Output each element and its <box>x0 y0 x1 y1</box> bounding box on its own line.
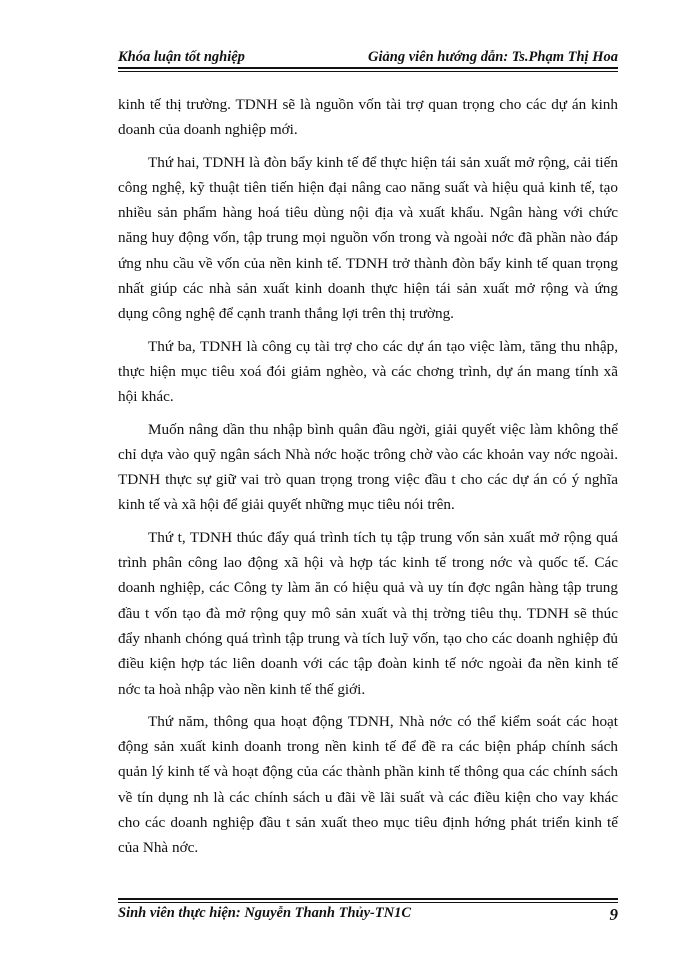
paragraph-2: Thứ hai, TDNH là đòn bẩy kinh tế để thực hiện tái sản xuất mở rộng, cải tiến công nghệ, kỹ thuật tiên tiến hiện đại nâng cao năng suất và hiệu quả kinh tế, tạo nhiều sản phẩm hàng hoá tiêu dùng nội địa và xuất khẩu. Ngân hàng với chức năng huy động vốn, tập trung mọi nguồn vốn trong và ngoài nớc đã phần nào đáp ứng nhu cầu về vốn của nền kinh tế. TDNH trở thành đòn bẩy kinh tế quan trọng nhất giúp các nhà sản xuất kinh doanh thực hiện tái sản xuất mở rộng và ứng dụng công nghệ để cạnh tranh thắng lợi trên thị trường. <box>118 153 618 323</box>
page-footer <box>118 905 618 925</box>
paragraph-5: Thứ t, TDNH thúc đẩy quá trình tích tụ tập trung vốn sản xuất mở rộng quá trình phân công lao động xã hội và hợp tác kinh tế trong nớc và quốc tế. Các doanh nghiệp, các Công ty làm ăn có hiệu quả và uy tín đợc ngân hàng tập trung đầu t vốn tạo đà mở rộng quy mô sản xuất và thị trờng tiêu thụ. TDNH sẽ thúc đẩy nhanh chóng quá trình tập trung và tích luỹ vốn, tạo cho các doanh nghiệp đủ điều kiện hợp tác liên doanh với các tập đoàn kinh tế nớc ngoài đa nền kinh tế nớc ta hoà nhập vào nền kinh tế thế giới. <box>118 528 618 698</box>
header-thesis-title: Khóa luận tốt nghiệp <box>118 49 245 65</box>
footer-student: Sinh viên thực hiện: Nguyễn Thanh Thủy-TN1C <box>118 905 412 921</box>
paragraph-3: Thứ ba, TDNH là công cụ tài trợ cho các dự án tạo việc làm, tăng thu nhập, thực hiện mục tiêu xoá đói giảm nghèo, và các chơng trình, dự án mang tính xã hội khác. <box>118 337 618 406</box>
paragraph-6: Thứ năm, thông qua hoạt động TDNH, Nhà nớc có thể kiểm soát các hoạt động sản xuất kinh doanh trong nền kinh tế để đề ra các biện pháp chính sách quản lý kinh tế và hoạt động của các thành phần kinh tế thông qua các chính sách về tín dụng nh là các chính sách u đãi về lãi suất và các điều kiện cho vay khác cho các doanh nghiệp đầu t sản xuất theo mục tiêu định hớng phát triển kinh tế của Nhà nớc. <box>118 712 618 857</box>
paragraph-4: Muốn nâng dần thu nhập bình quân đầu ngời, giải quyết việc làm không thể chỉ dựa vào quỹ ngân sách Nhà nớc hoặc trông chờ vào các khoản vay nớc ngoài. TDNH thực sự giữ vai trò quan trọng trong việc đầu t cho các dự án có ý nghĩa kinh tế và xã hội để giải quyết những mục tiêu nói trên. <box>118 420 618 514</box>
page-number: 9 <box>609 905 618 924</box>
body-text <box>118 92 618 868</box>
page-header <box>118 38 618 70</box>
header-supervisor: Giảng viên hướng dẫn: Ts.Phạm Thị Hoa <box>368 49 618 65</box>
header-rule <box>118 67 618 72</box>
paragraph-1: kinh tế thị trường. TDNH sẽ là nguồn vốn tài trợ quan trọng cho các dự án kinh doanh của doanh nghiệp mới. <box>118 96 618 139</box>
footer-rule <box>118 898 618 903</box>
